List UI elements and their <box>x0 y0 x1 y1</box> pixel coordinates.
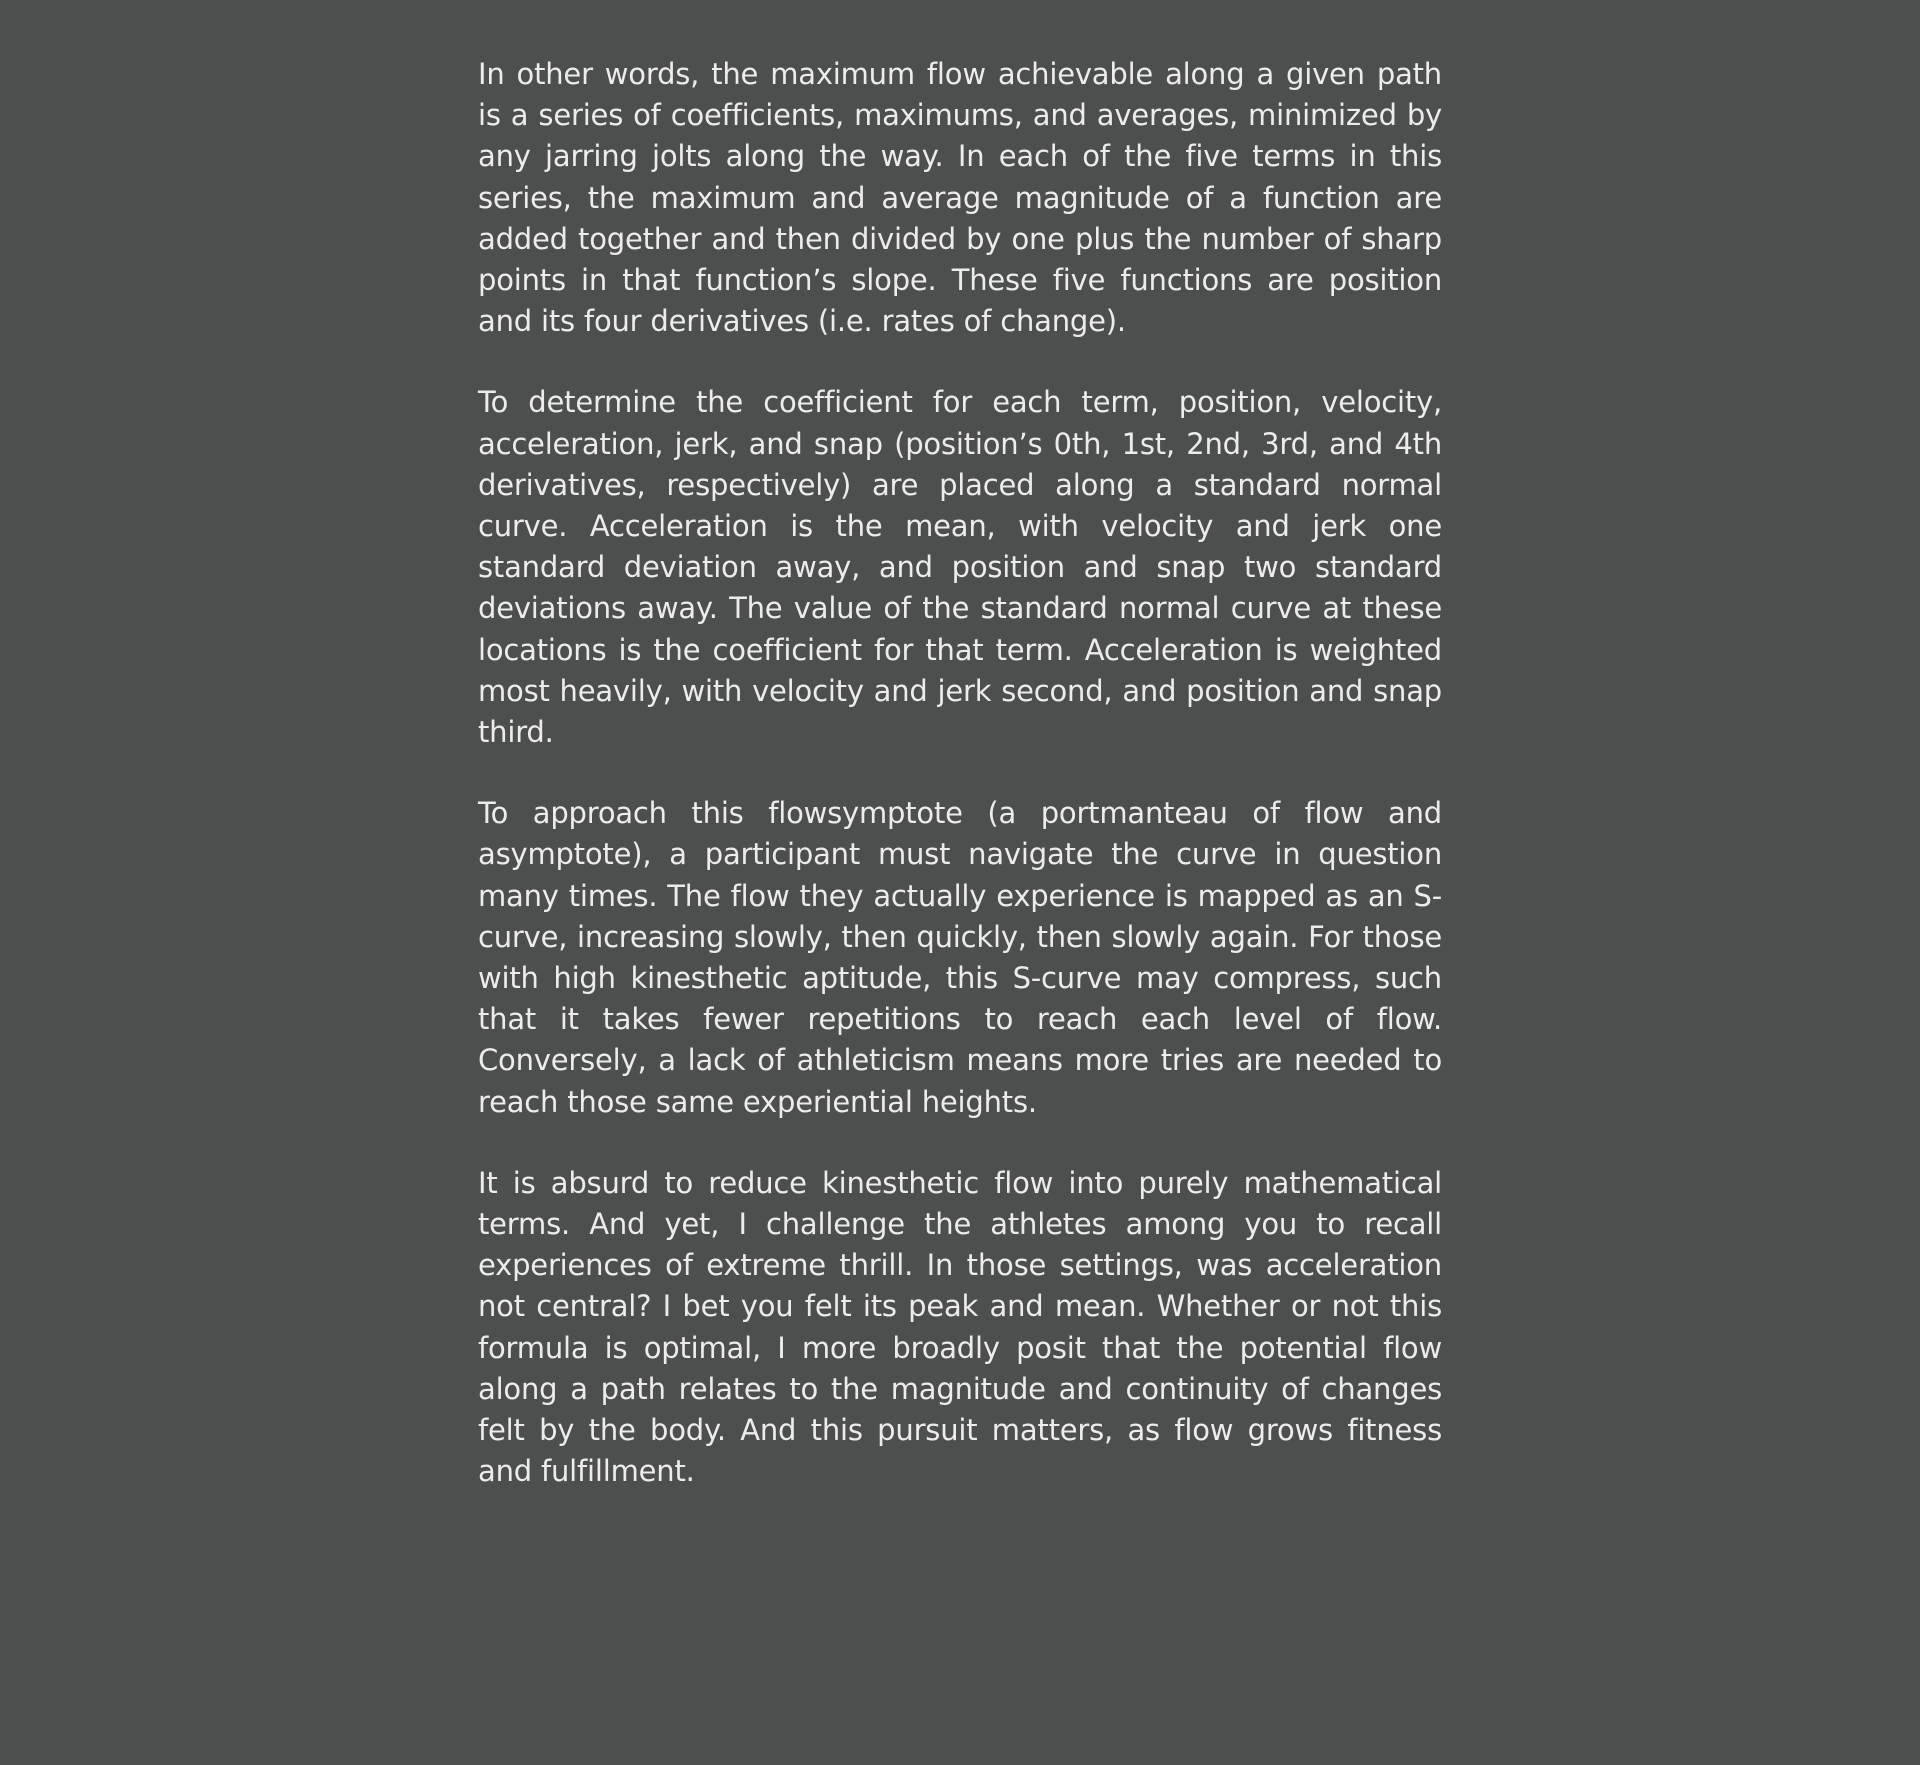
paragraph-coefficients: To determine the coefficient for each term, position, velocity, acceleration, jerk, and snap (position’s 0th, 1st, 2nd, 3rd, and 4th derivatives, respectively) are placed along a standard normal curve. Acceleration is the mean, with velocity and jerk one standard deviation away, and position and snap two standard deviations away. The value of the standard normal curve at these locations is the coefficient for that term. Acceleration is weighted most heavily, with velocity and jerk second, and position and snap third. <box>478 385 1442 750</box>
paragraph-flowsymptote: To approach this flowsymptote (a portmanteau of flow and asymptote), a participant must navigate the curve in question many times. The flow they actually experience is mapped as an S-curve, increasing slowly, then quickly, then slowly again. For those with high kinesthetic aptitude, this S-curve may compress, such that it takes fewer repetitions to reach each level of flow. Conversely, a lack of athleticism means more tries are needed to reach those same experiential heights. <box>478 796 1442 1119</box>
paragraph-conclusion: It is absurd to reduce kinesthetic flow into purely mathematical terms. And yet, I challenge the athletes among you to recall experiences of extreme thrill. In those settings, was acceleration not central? I bet you felt its peak and mean. Whether or not this formula is optimal, I more broadly posit that the potential flow along a path relates to the magnitude and continuity of changes felt by the body. And this pursuit matters, as flow grows fitness and fulfillment. <box>478 1165 1442 1489</box>
paragraph-flow-formula: In other words, the maximum flow achievable along a given path is a series of coefficients, maximums, and averages, minimized by any jarring jolts along the way. In each of the five terms in this series, the maximum and average magnitude of a function are added together and then divided by one plus the number of sharp points in that function’s slope. These five functions are position and its four derivatives (i.e. rates of change). <box>478 57 1442 339</box>
article-body <box>478 54 1442 1493</box>
